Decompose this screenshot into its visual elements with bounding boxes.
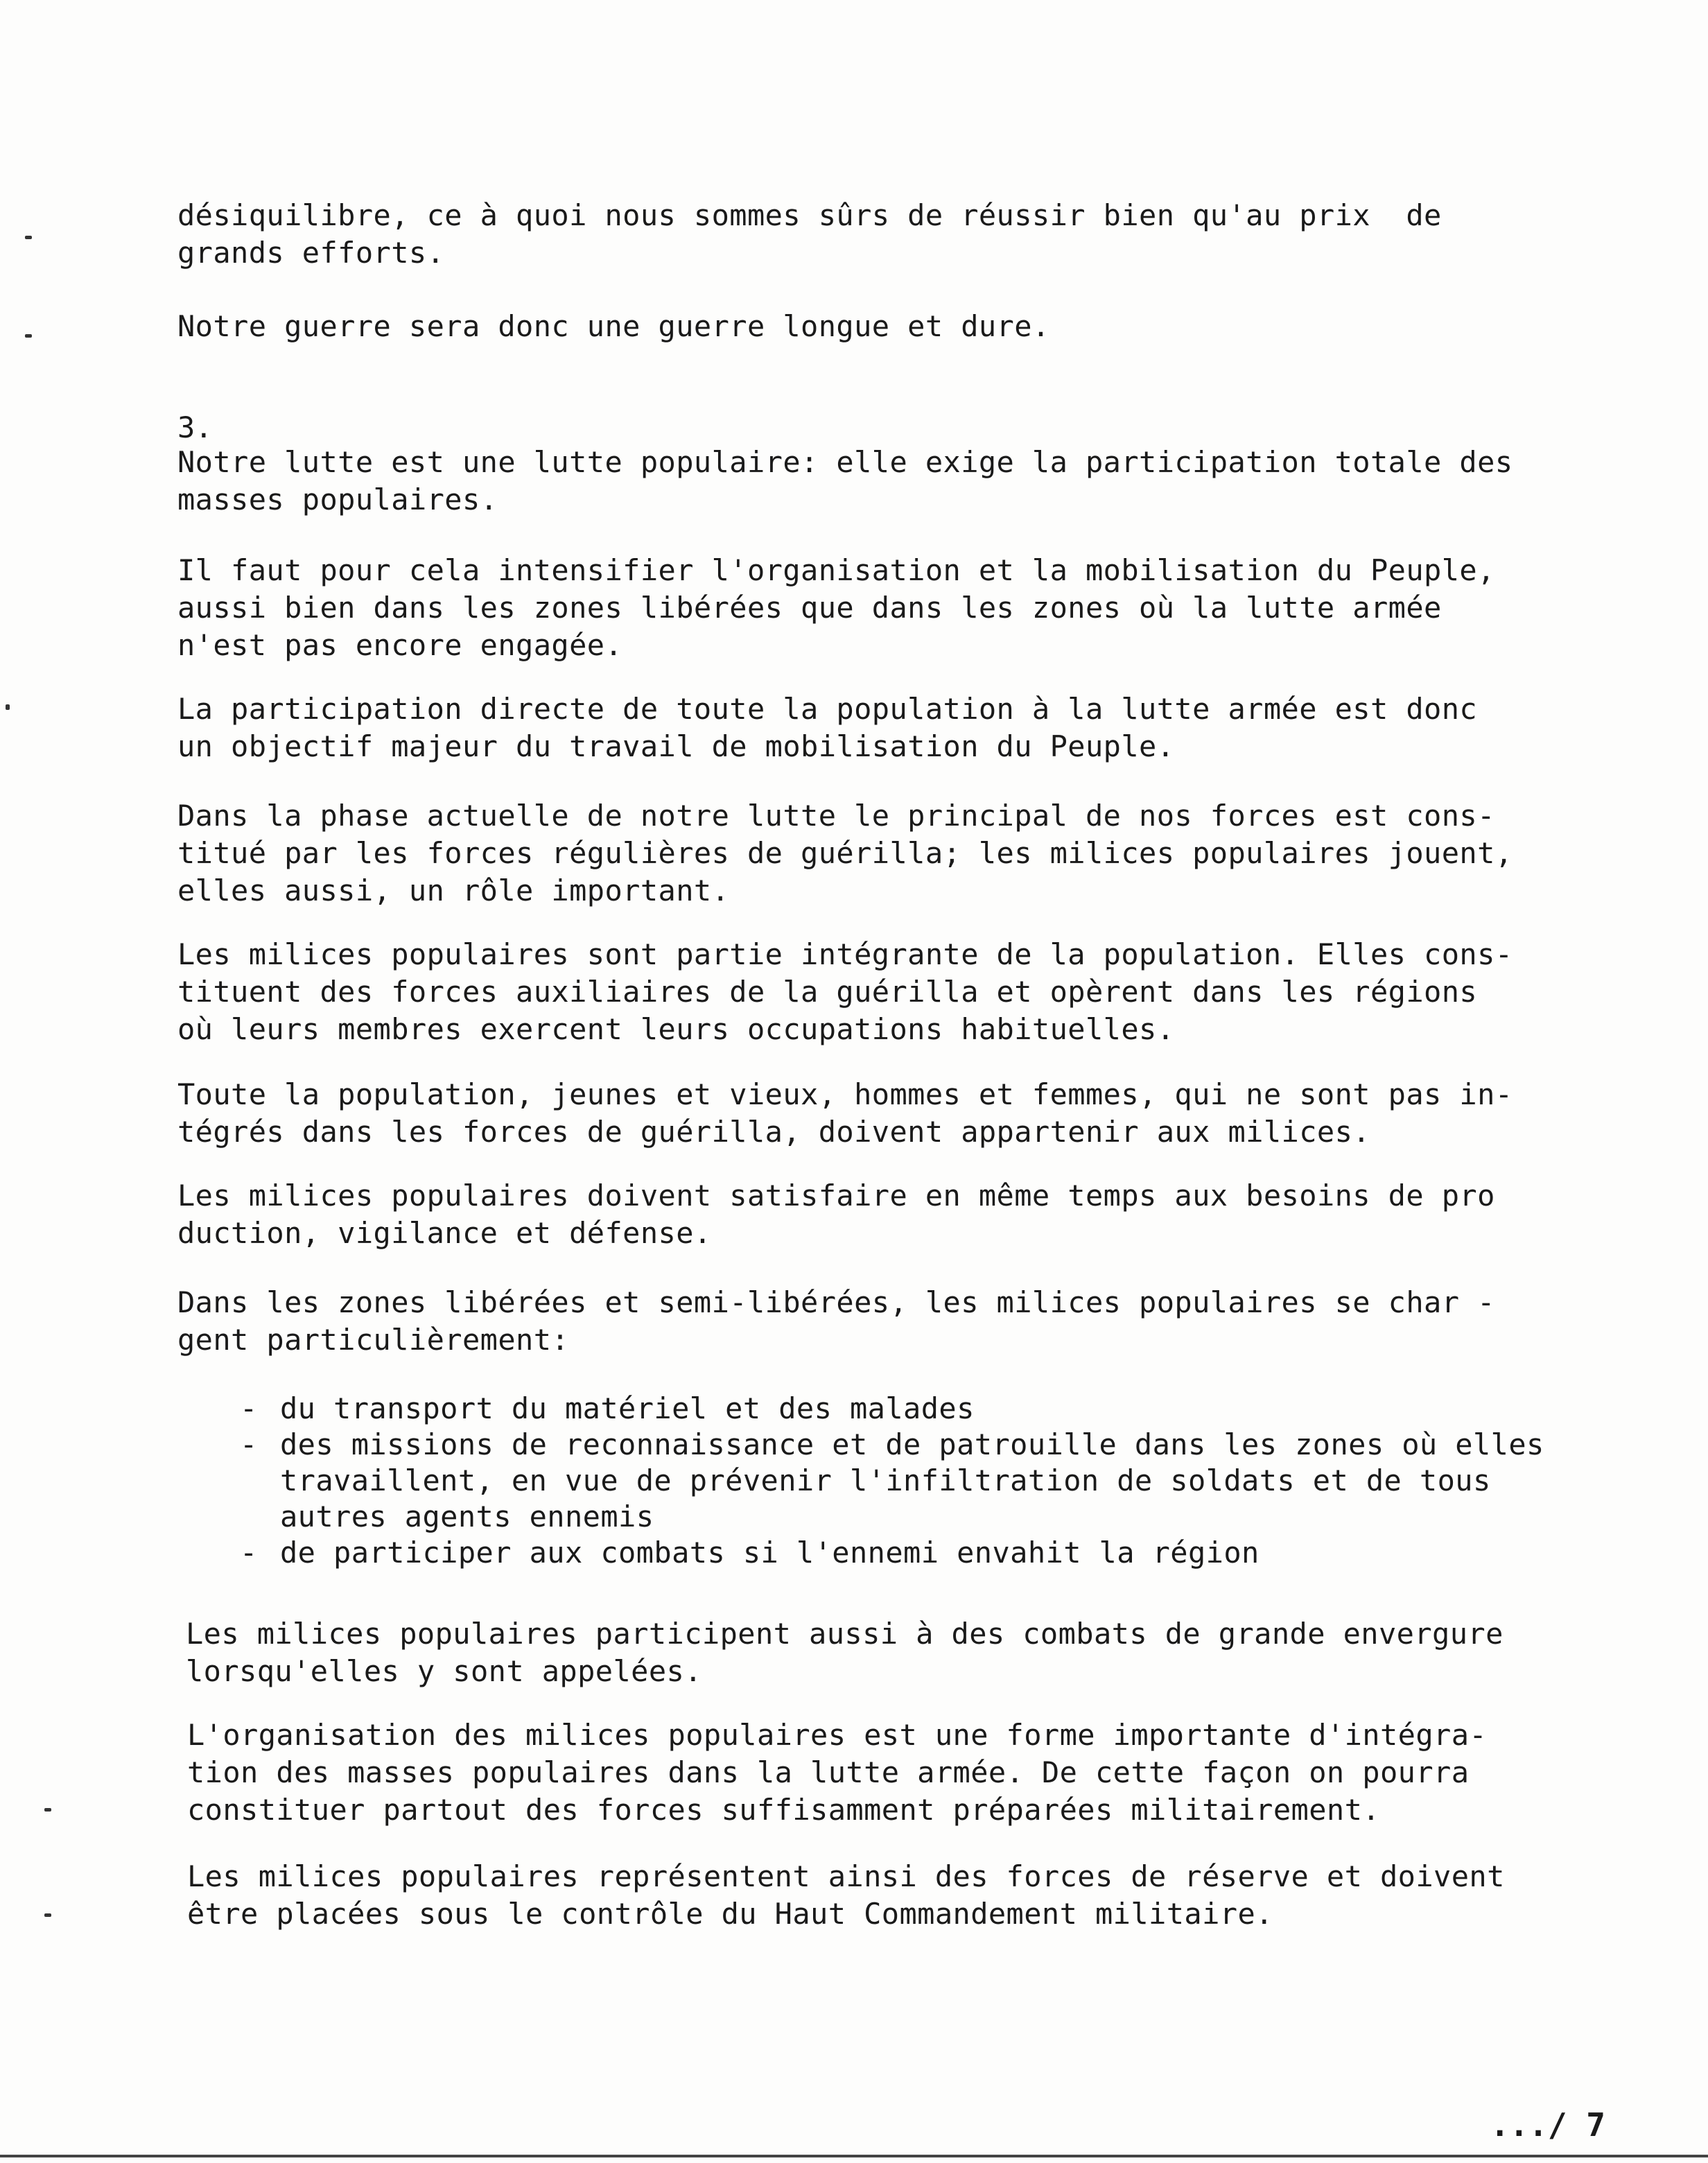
text-line: être placées sous le contrôle du Haut Commandement militaire. <box>187 1897 1273 1931</box>
text-line: n'est pas encore engagée. <box>177 628 623 662</box>
paragraph <box>177 1284 1633 1359</box>
text-line: désiquilibre, ce à quoi nous sommes sûrs de réussir bien qu'au prix de <box>177 198 1442 232</box>
bullet-list <box>240 1391 1633 1571</box>
text-line: Il faut pour cela intensifier l'organisation et la mobilisation du Peuple, <box>177 553 1495 587</box>
margin-mark <box>44 1913 51 1917</box>
margin-mark <box>6 704 10 710</box>
text-line: Dans les zones libérées et semi-libérées, les milices populaires se char - <box>177 1285 1495 1319</box>
paragraph <box>177 197 1633 272</box>
list-item-text: des missions de reconnaissance et de patrouille dans les zones où elles <box>280 1427 1544 1461</box>
paragraph <box>177 444 1633 519</box>
list-item-text: travaillent, en vue de prévenir l'infiltration de soldats et de tous <box>280 1463 1491 1497</box>
text-line: grands efforts. <box>177 236 445 270</box>
text-line: duction, vigilance et défense. <box>177 1216 712 1250</box>
text-line: tion des masses populaires dans la lutte armée. De cette façon on pourra <box>187 1755 1470 1789</box>
paragraph <box>187 1858 1643 1933</box>
text-line: Toute la population, jeunes et vieux, hommes et femmes, qui ne sont pas in- <box>177 1077 1513 1111</box>
paragraph <box>177 552 1633 664</box>
margin-mark <box>25 334 32 338</box>
paragraph <box>177 1177 1633 1252</box>
dash-bullet: - <box>240 1536 258 1570</box>
text-line: gent particulièrement: <box>177 1323 570 1357</box>
paragraph <box>177 690 1633 765</box>
page-continuation-marker: .../ 7 <box>1490 2106 1605 2144</box>
list-item <box>240 1535 1633 1571</box>
paragraph <box>177 1076 1633 1151</box>
text-line: tituent des forces auxiliaires de la guérilla et opèrent dans les régions <box>177 975 1478 1009</box>
paragraph <box>177 308 1633 345</box>
list-item <box>240 1427 1633 1535</box>
text-line: Les milices populaires sont partie intégrante de la population. Elles cons- <box>177 937 1513 971</box>
paragraph <box>177 936 1633 1048</box>
dash-bullet: - <box>240 1391 258 1425</box>
text-line: lorsqu'elles y sont appelées. <box>186 1654 702 1688</box>
text-line: elles aussi, un rôle important. <box>177 874 730 907</box>
text-line: Les milices populaires représentent ainsi des forces de réserve et doivent <box>187 1859 1505 1893</box>
list-item <box>240 1391 1633 1427</box>
paragraph <box>187 1717 1643 1829</box>
text-line: masses populaires. <box>177 483 498 516</box>
text-line: La participation directe de toute la population à la lutte armée est donc <box>177 692 1478 726</box>
margin-mark <box>25 236 32 239</box>
text-line: Les milices populaires participent aussi à des combats de grande envergure <box>186 1617 1504 1651</box>
margin-mark <box>44 1808 51 1812</box>
dash-bullet: - <box>240 1427 258 1461</box>
paragraph <box>186 1615 1641 1690</box>
text-line: Les milices populaires doivent satisfaire en même temps aux besoins de pro <box>177 1179 1495 1213</box>
paragraph <box>177 797 1633 910</box>
list-item-text: de participer aux combats si l'ennemi envahit la région <box>280 1536 1260 1570</box>
text-line: aussi bien dans les zones libérées que dans les zones où la lutte armée <box>177 591 1442 625</box>
list-item-text: du transport du matériel et des malades <box>280 1391 975 1425</box>
text-line: Notre guerre sera donc une guerre longue et dure. <box>177 309 1050 343</box>
text-line: tégrés dans les forces de guérilla, doivent appartenir aux milices. <box>177 1115 1370 1149</box>
text-line: Notre lutte est une lutte populaire: elle exige la participation totale des <box>177 445 1513 479</box>
bottom-edge-rule <box>0 2155 1708 2157</box>
text-line: où leurs membres exercent leurs occupations habituelles. <box>177 1012 1175 1046</box>
text-line: un objectif majeur du travail de mobilisation du Peuple. <box>177 729 1175 763</box>
list-item-text: autres agents ennemis <box>280 1500 654 1534</box>
section-number: 3. <box>177 410 213 444</box>
text-line: L'organisation des milices populaires est une forme importante d'intégra- <box>187 1718 1488 1752</box>
text-line: constituer partout des forces suffisamment préparées militairement. <box>187 1793 1380 1827</box>
text-line: Dans la phase actuelle de notre lutte le principal de nos forces est cons- <box>177 799 1495 833</box>
text-line: titué par les forces régulières de guérilla; les milices populaires jouent, <box>177 836 1513 870</box>
